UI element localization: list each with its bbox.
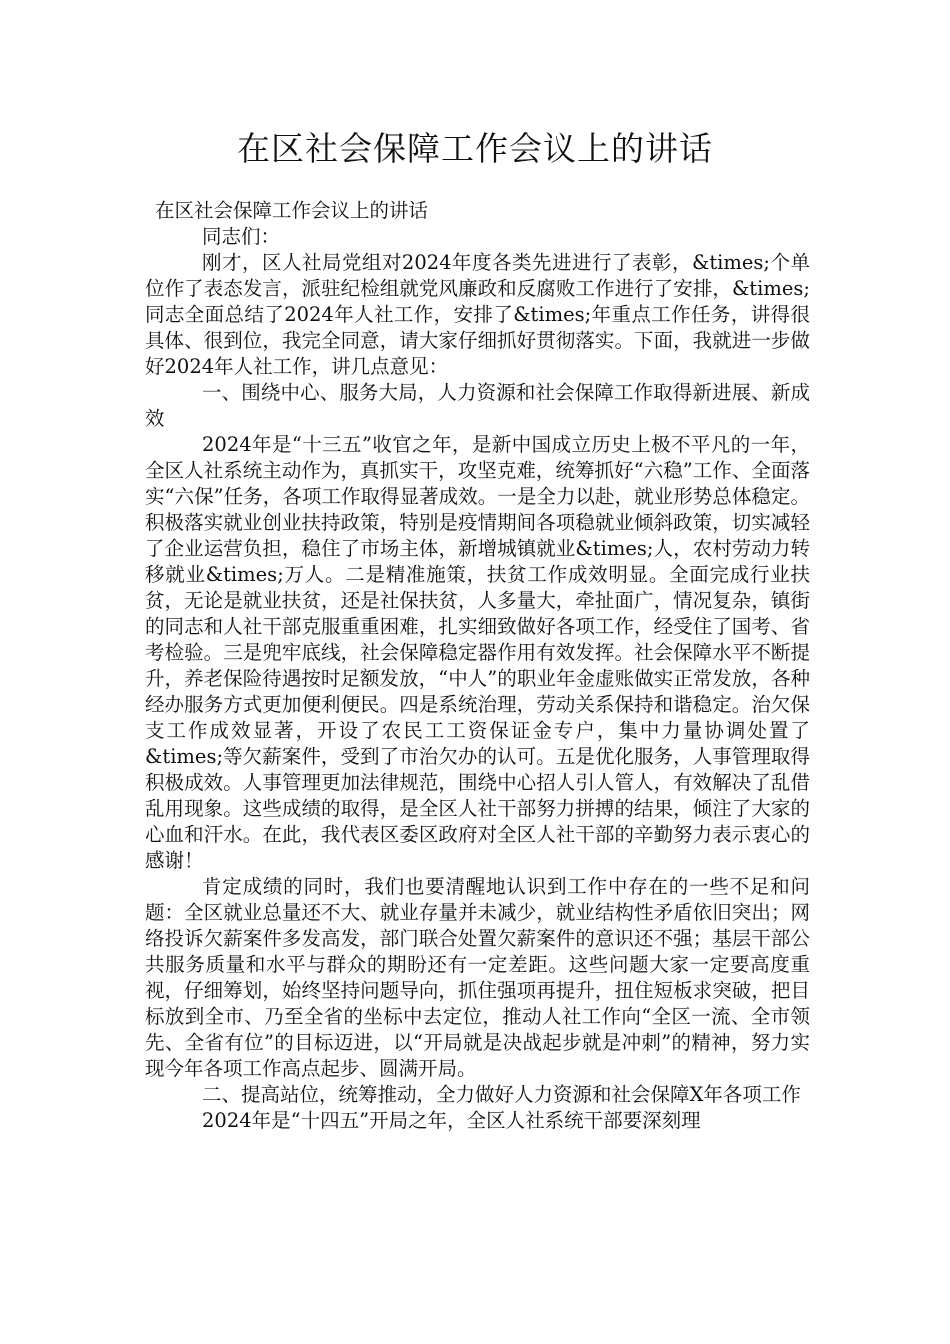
section-heading-1: 一、围绕中心、服务大局，人力资源和社会保障工作取得新进展、新成效 (145, 381, 810, 430)
paragraph-2024-plan: 2024年是“十四五”开局之年，全区人社系统干部要深刻理 (202, 1109, 701, 1132)
document-body (145, 198, 810, 1134)
salutation: 同志们： (202, 225, 281, 248)
paragraph-problems: 肯定成绩的同时，我们也要清醒地认识到工作中存在的一些不足和问题：全区就业总量还不大、就业存量并未减少，就业结构性矛盾依旧突出；网络投诉欠薪案件多发高发，部门联合处置欠薪案件的意识还不强；基层干部公共服务质量和水平与群众的期盼还有一定差距。这些问题大家一定要高度重视，仔细筹划，始终坚持问题导向，抓住强项再提升，扭住短板求突破，把目标放到全市、乃至全省的坐标中去定位，推动人社工作向“全区一流、全市领先、全省有位”的目标迈进，以“开局就是决战起步就是冲刺”的精神，努力实现今年各项工作高点起步、圆满开局。 (145, 875, 810, 1080)
section-heading-2: 二、提高站位，统筹推动，全力做好人力资源和社会保障X年各项工作 (202, 1083, 801, 1106)
paragraph-opening: 刚才，区人社局党组对2024年度各类先进进行了表彰，&times;个单位作了表态发言，派驻纪检组就党风廉政和反腐败工作进行了安排，&times;同志全面总结了2024年人社工作，安排了&times;年重点工作任务，讲得很具体、很到位，我完全同意，请大家仔细抓好贯彻落实。下面，我就进一步做好2024年人社工作，讲几点意见： (145, 251, 810, 378)
document-title: 在区社会保障工作会议上的讲话 (237, 129, 713, 168)
paragraph-achievements: 2024年是“十三五”收官之年，是新中国成立历史上极不平凡的一年，全区人社系统主动作为，真抓实干，攻坚克难，统筹抓好“六稳”工作、全面落实“六保”任务，各项工作取得显著成效。一是全力以赴，就业形势总体稳定。积极落实就业创业扶持政策，特别是疫情期间各项稳就业倾斜政策，切实减轻了企业运营负担，稳住了市场主体，新增城镇就业&times;人，农村劳动力转移就业&times;万人。二是精准施策，扶贫工作成效明显。全面完成行业扶贫，无论是就业扶贫，还是社保扶贫，人多量大，牵扯面广，情况复杂，镇街的同志和人社干部克服重重困难，扎实细致做好各项工作，经受住了国考、省考检验。三是兜牢底线，社会保障稳定器作用有效发挥。社会保障水平不断提升，养老保险待遇按时足额发放，“中人”的职业年金虚账做实正常发放，各种经办服务方式更加便利便民。四是系统治理，劳动关系保持和谐稳定。治欠保支工作成效显著，开设了农民工工资保证金专户，集中力量协调处置了&times;等欠薪案件，受到了市治欠办的认可。五是优化服务，人事管理取得积极成效。人事管理更加法律规范，围绕中心招人引人管人，有效解决了乱借乱用现象。这些成绩的取得，是全区人社干部努力拼搏的结果，倾注了大家的心血和汗水。在此，我代表区委区政府对全区人社干部的辛勤努力表示衷心的感谢！ (145, 433, 810, 872)
document-subtitle: 在区社会保障工作会议上的讲话 (155, 199, 429, 222)
